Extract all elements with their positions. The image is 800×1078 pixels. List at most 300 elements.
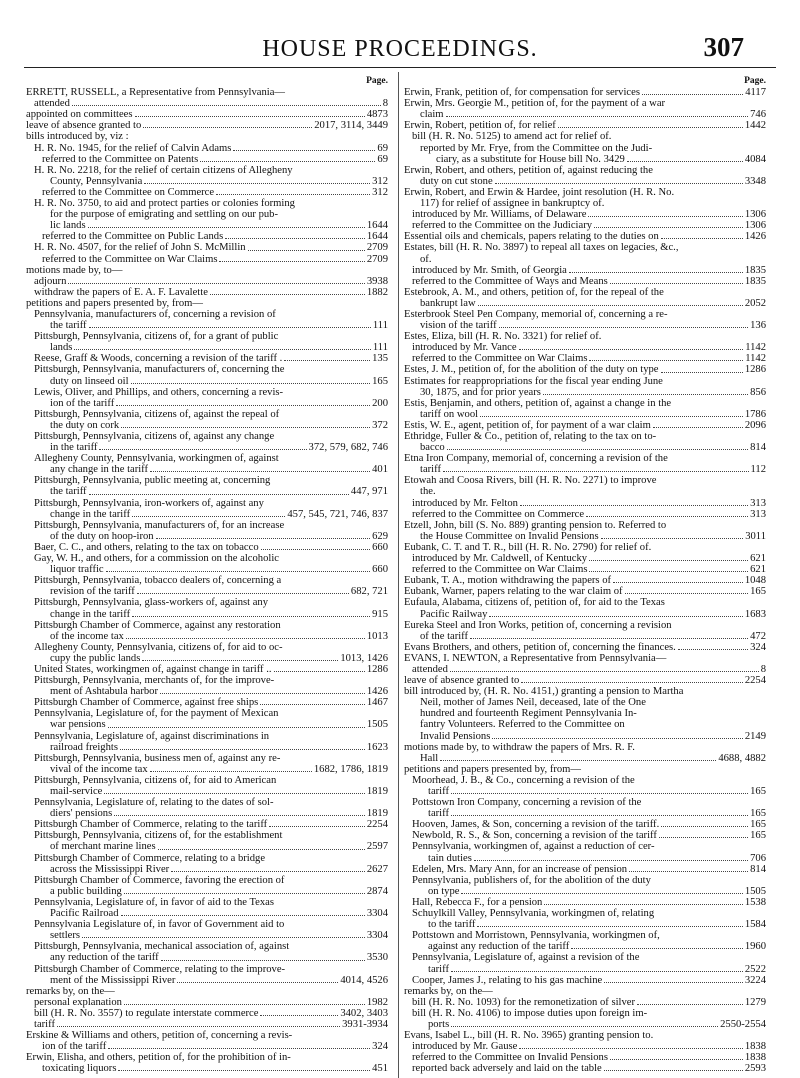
index-entry-line [404, 376, 766, 387]
index-entry-line [404, 109, 766, 120]
entry-text: Pittsburgh, Pennsylvania, merchants of, for the improve- [34, 675, 275, 687]
index-entry-line [26, 498, 388, 509]
index-entry-line [26, 986, 388, 997]
leader-dots [142, 659, 338, 661]
index-entry-line [26, 586, 388, 597]
entry-text: Lewis, Oliver, and Phillips, and others, concerning a revis- [34, 386, 284, 398]
entry-page-ref: 324 [372, 1041, 388, 1053]
entry-text: Pacific Railway [420, 608, 488, 620]
entry-text: the tariff [50, 320, 87, 332]
index-entry-line [404, 143, 766, 154]
leader-dots [443, 470, 749, 472]
leader-dots [156, 537, 371, 539]
entry-text: Pittsburgh, Pennsylvania, business men of, against any re- [34, 752, 281, 764]
index-entry-line [404, 265, 766, 276]
entry-text: Pennsylvania, Legislature of, relating to the dates of sol- [34, 797, 274, 809]
index-entry-line [404, 941, 766, 952]
index-entry-line [26, 231, 388, 242]
entry-text: referred to the Committee of Ways and Means [412, 275, 608, 287]
entry-text: Pittsburgh, Pennsylvania, mechanical association of, against [34, 941, 290, 953]
entry-page-ref: 1013, 1426 [340, 652, 388, 664]
leader-dots [161, 959, 365, 961]
entry-text: attended [34, 98, 70, 110]
entry-text: Pittsburgh, Pennsylvania, citizens of, for aid to American [34, 774, 277, 786]
entry-text: H. R. No. 2218, for the relief of certain citizens of Allegheny [34, 164, 293, 176]
leader-dots [260, 1014, 338, 1016]
index-entry-line [26, 331, 388, 342]
index-entry-line [26, 675, 388, 686]
index-entry-line [404, 1041, 766, 1052]
entry-text: referred to the Committee on Commerce [412, 508, 585, 520]
leader-dots [106, 570, 370, 572]
entry-text: County, Pennsylvania [50, 175, 143, 187]
index-entry-line [404, 997, 766, 1008]
entry-page-ref: 1623 [366, 741, 388, 753]
entry-text: a public building [50, 885, 122, 897]
entry-text: Erwin, Robert, and others, petition of, against reducing the [404, 164, 653, 176]
entry-text: Ethridge, Fuller & Co., petition of, relating to the tax on to- [404, 431, 657, 442]
leader-dots [661, 237, 743, 239]
index-entry-line [26, 808, 388, 819]
entry-page-ref: 2709 [366, 242, 388, 254]
index-entry-line [26, 886, 388, 897]
leader-dots [143, 126, 312, 128]
entry-text: Eufaula, Alabama, citizens of, petition of, for aid to the Texas [404, 597, 665, 609]
entry-page-ref: 746 [750, 109, 766, 121]
index-entry-line [26, 120, 388, 131]
leader-dots [451, 792, 748, 794]
index-entry-line [26, 1019, 388, 1030]
entry-text: reported by Mr. Frye, from the Committee on the Judi- [420, 142, 653, 154]
entry-text: Estimates for reappropriations for the fiscal year ending June [404, 375, 663, 387]
leader-dots [571, 947, 743, 949]
entry-text: Invalid Pensions [420, 730, 491, 742]
index-entry-line [404, 398, 766, 409]
entry-text: Allegheny County, Pennsylvania, workingmen of, against [34, 453, 279, 465]
entry-text: Essential oils and chemicals, papers relating to the duties on [404, 231, 659, 243]
leader-dots [447, 448, 748, 450]
index-entry-line [404, 120, 766, 131]
entry-page-ref: 165 [750, 830, 766, 842]
leader-dots [519, 1047, 742, 1049]
index-entry-line [404, 986, 766, 997]
entry-text: introduced by Mr. Williams, of Delaware [412, 209, 587, 221]
entry-text: referred to the Committee on the Judiciary [412, 220, 593, 232]
index-entry-line [26, 198, 388, 209]
entry-page-ref: 1013 [366, 630, 388, 642]
index-entry-line [26, 775, 388, 786]
entry-page-ref: 1426 [366, 686, 388, 698]
entry-text: Pennsylvania, manufacturers of, concerning a revision of [34, 308, 276, 320]
entry-page-ref: 69 [377, 142, 388, 154]
leader-dots [114, 814, 365, 816]
entry-page-ref: 401 [372, 464, 388, 476]
entry-text: settlers [50, 930, 81, 942]
entry-text: war pensions [50, 719, 106, 731]
index-entry-line [404, 797, 766, 808]
leader-dots [610, 282, 743, 284]
entry-text: referred to the Committee on War Claims [412, 353, 588, 365]
index-entry-line [26, 930, 388, 941]
leader-dots [216, 193, 370, 195]
leader-dots [284, 359, 370, 361]
leader-dots [137, 592, 349, 594]
index-entry-line [404, 620, 766, 631]
entry-text: appointed on committees [26, 109, 133, 121]
leader-dots [446, 115, 749, 117]
entry-page-ref: 2627 [366, 863, 388, 875]
index-entry-line [26, 841, 388, 852]
index-entry-line [26, 797, 388, 808]
entry-text: for the purpose of emigrating and settling on our pub- [50, 209, 279, 221]
index-entry-line [404, 231, 766, 242]
entry-text: remarks by, on the— [26, 985, 115, 997]
entry-page-ref: 814 [750, 863, 766, 875]
index-entry-line [26, 864, 388, 875]
entry-page-ref: 2597 [366, 841, 388, 853]
entry-page-ref: 4117 [745, 87, 766, 99]
entry-text: Hooven, James, & Son, concerning a revision of the tariff. [412, 819, 660, 831]
entry-text: introduced by Mr. Smith, of Georgia [412, 264, 567, 276]
entry-text: duty on linseed oil [50, 375, 129, 387]
index-entry-line [26, 287, 388, 298]
index-entry-line [26, 1052, 388, 1063]
leader-dots [451, 814, 748, 816]
entry-text: Estes, Eliza, bill (H. R. No. 3321) for relief of. [404, 331, 602, 343]
leader-dots [261, 548, 370, 550]
index-entry-line [404, 642, 766, 653]
leader-dots [589, 559, 748, 561]
leader-dots [678, 648, 748, 650]
leader-dots [521, 681, 743, 683]
entry-text: Pottstown and Morristown, Pennsylvania, workingmen of, [412, 930, 660, 942]
index-entry-line [26, 165, 388, 176]
index-entry-line [26, 952, 388, 963]
index-entry-line [26, 853, 388, 864]
index-entry-line [26, 731, 388, 742]
index-entry-line [404, 431, 766, 442]
leader-dots [489, 615, 742, 617]
index-entry-line [26, 642, 388, 653]
index-entry-line [404, 853, 766, 864]
entry-text: remarks by, on the— [404, 985, 493, 997]
entry-text: introduced by Mr. Vance [412, 342, 517, 354]
index-entry-line [404, 442, 766, 453]
entry-text: Pennsylvania, Legislature of, against discriminations in [34, 730, 270, 742]
entry-page-ref: 200 [372, 397, 388, 409]
index-entry-line [404, 87, 766, 98]
index-entry-line [404, 908, 766, 919]
index-entry-line [404, 631, 766, 642]
index-entry-line [26, 697, 388, 708]
index-entry-line [26, 1041, 388, 1052]
entry-page-ref: 1142 [745, 353, 766, 365]
index-entry-line [26, 597, 388, 608]
entry-text: tariff [428, 963, 449, 975]
entry-page-ref: 372 [372, 419, 388, 431]
index-entry-line [26, 786, 388, 797]
entry-text: revision of the tariff [50, 586, 135, 598]
entry-text: vision of the tariff [420, 320, 497, 332]
entry-text: of. [420, 253, 432, 265]
entry-page-ref: 1882 [366, 286, 388, 298]
index-entry-line [26, 509, 388, 520]
leader-dots [653, 426, 743, 428]
entry-text: Pittsburgh Chamber of Commerce, relating to a bridge [34, 852, 266, 864]
left-column [26, 76, 388, 1074]
entry-text: Pennsylvania Legislature of, in favor of Government aid to [34, 919, 285, 931]
index-entry-line [26, 143, 388, 154]
leader-dots [82, 936, 365, 938]
leader-dots [627, 160, 743, 162]
index-entry-line [404, 342, 766, 353]
entry-text: Estis, Benjamin, and others, petition of, against a change in the [404, 397, 672, 409]
entry-text: Gay, W. H., and others, for a commission on the alcoholic [34, 553, 279, 565]
entry-page-ref: 313 [750, 508, 766, 520]
entry-page-ref: 1644 [366, 220, 388, 232]
entry-text: tariff on wool [420, 408, 479, 420]
index-entry-line [26, 1030, 388, 1041]
entry-text: introduced by Mr. Caldwell, of Kentucky [412, 553, 588, 565]
entry-page-ref: 165 [750, 786, 766, 797]
index-entry-line [404, 475, 766, 486]
index-entry-line [404, 309, 766, 320]
leader-dots [108, 1047, 370, 1049]
entry-text: ment of the Mississippi River [50, 974, 176, 986]
entry-text: Allegheny County, Pennsylvania, citizens of, for aid to oc- [34, 641, 283, 653]
entry-text: Pittsburgh, Pennsylvania, iron-workers of, against any [34, 497, 264, 509]
entry-page-ref: 8 [382, 98, 388, 110]
leader-dots [629, 870, 748, 872]
index-entry-line [404, 930, 766, 941]
entry-page-ref: 1306 [744, 209, 766, 221]
leader-dots [248, 249, 365, 251]
index-entry-line [404, 686, 766, 697]
entry-page-ref: 682, 721 [350, 586, 388, 598]
entry-page-ref: 1048 [744, 575, 766, 587]
entry-text: hundred and fourteenth Regiment Pennsylvania In- [420, 708, 637, 720]
leader-dots [150, 770, 312, 772]
leader-dots [451, 970, 743, 972]
entry-page-ref: 1819 [366, 786, 388, 797]
index-entry-line [404, 220, 766, 231]
entry-text: H. R. No. 3750, to aid and protect parties or colonies forming [34, 198, 295, 210]
entry-text: H. R. No. 4507, for the relief of John S. McMillin [34, 242, 246, 254]
entry-text: bill (H. R. No. 1093) for the remonetization of silver [412, 996, 636, 1008]
entry-text: liquor traffic [50, 564, 104, 576]
entry-page-ref: 1286 [744, 364, 766, 376]
entry-text: change in the tariff [50, 508, 131, 520]
entry-page-ref: 660 [372, 541, 388, 553]
index-entry-line [26, 387, 388, 398]
leader-dots [520, 504, 748, 506]
leader-dots [132, 515, 285, 517]
entry-text: Pittsburgh Chamber of Commerce, favoring the erection of [34, 874, 285, 886]
entry-text: Erwin, Frank, petition of, for compensation for services [404, 87, 640, 99]
index-entry-line [404, 609, 766, 620]
entry-text: railroad freights [50, 741, 118, 753]
entry-page-ref: 1279 [744, 996, 766, 1008]
index-entry-line [404, 242, 766, 253]
leader-dots [108, 726, 365, 728]
index-entry-line [404, 498, 766, 509]
entry-text: Pottstown Iron Company, concerning a revision of the [412, 797, 642, 809]
right-column-page-label: Page. [744, 76, 766, 86]
index-entry-line [404, 664, 766, 675]
entry-text: bankrupt law [420, 297, 476, 309]
entry-page-ref: 3224 [744, 974, 766, 986]
entry-page-ref: 112 [750, 464, 766, 476]
index-entry-line [404, 808, 766, 819]
index-entry-line [404, 919, 766, 930]
leader-dots [604, 981, 743, 983]
index-entry-line [26, 964, 388, 975]
index-entry-line [26, 919, 388, 930]
index-entry-line [26, 764, 388, 775]
leader-dots [131, 382, 371, 384]
entry-text: Pittsburgh Chamber of Commerce, against free ships [34, 697, 259, 709]
entry-text: tariff [34, 1018, 55, 1030]
index-entry-line [26, 742, 388, 753]
leader-dots [225, 237, 365, 239]
index-entry-line [26, 442, 388, 453]
page-number: 307 [703, 32, 744, 62]
entry-page-ref: 621 [750, 553, 766, 565]
entry-text: leave of absence granted to [404, 675, 520, 687]
index-entry-line [404, 830, 766, 841]
leader-dots [642, 93, 743, 95]
entry-text: bill introduced by, (H. R. No. 4151,) granting a pension to Martha [404, 686, 684, 698]
entry-page-ref: 2709 [366, 253, 388, 265]
index-entry-line [404, 353, 766, 364]
leader-dots [121, 426, 370, 428]
entry-page-ref: 2550-2554 [720, 1018, 766, 1030]
index-entry-line [26, 453, 388, 464]
leader-dots [470, 637, 748, 639]
entry-text: duty on cut stone [420, 175, 493, 187]
entry-text: bacco [420, 442, 445, 454]
page-header [0, 30, 800, 70]
entry-page-ref: 1584 [744, 919, 766, 931]
entry-page-ref: 111 [372, 320, 388, 332]
index-entry-line [26, 564, 388, 575]
index-entry-line [26, 609, 388, 620]
index-entry-line [404, 964, 766, 975]
entry-text: reported back adversely and laid on the table [412, 1063, 602, 1075]
leader-dots [68, 282, 364, 284]
entry-text: attended [412, 663, 448, 675]
index-entry-line [404, 975, 766, 986]
entry-text: Reese, Graff & Woods, concerning a revision of the tariff . [34, 353, 283, 365]
leader-dots [150, 470, 370, 472]
index-entry-line [404, 331, 766, 342]
entry-text: Pittsburgh, Pennsylvania, manufacturers of, concerning the [34, 364, 285, 376]
entry-text: Hall [420, 752, 439, 764]
entry-text: referred to the Committee on Commerce [42, 186, 215, 198]
entry-page-ref: 1505 [366, 719, 388, 731]
entry-text: on type [428, 885, 460, 897]
index-entry-line [404, 841, 766, 852]
entry-page-ref: 1786 [744, 408, 766, 420]
index-entry-line [26, 320, 388, 331]
leader-dots [132, 615, 370, 617]
entry-text: Pittsburgh, Pennsylvania, manufacturers of, for an increase [34, 519, 285, 531]
entry-page-ref: 3304 [366, 930, 388, 942]
entry-text: ERRETT, RUSSELL, a Representative from Pennsylvania— [26, 87, 286, 99]
entry-text: any reduction of the tariff [50, 952, 159, 964]
leader-dots [586, 515, 748, 517]
entry-text: Eubank, T. A., motion withdrawing the papers of [404, 575, 612, 587]
entry-text: Pittsburgh Chamber of Commerce, against any restoration [34, 619, 281, 631]
leader-dots [158, 848, 365, 850]
leader-dots [543, 393, 748, 395]
entry-text: withdraw the papers of E. A. F. Lavalette [34, 286, 208, 298]
entry-text: Pennsylvania, Legislature of, for the payment of Mexican [34, 708, 279, 720]
index-entry-line [26, 254, 388, 265]
entry-page-ref: 1505 [744, 885, 766, 897]
leader-dots [269, 825, 365, 827]
entry-page-ref: 856 [750, 386, 766, 398]
index-entry-line [404, 753, 766, 764]
index-entry-line [404, 697, 766, 708]
entry-text: bill (H. R. No. 5125) to amend act for relief of. [412, 131, 612, 143]
leader-dots [72, 104, 381, 106]
entry-text: of merchant marine lines [50, 841, 156, 853]
entry-text: 117) for relief of assignee in bankruptcy of. [420, 198, 605, 210]
entry-page-ref: 4084 [744, 153, 766, 165]
entry-text: vival of the income tax [50, 763, 148, 775]
entry-page-ref: 814 [750, 442, 766, 454]
entry-text: Cooper, James J., relating to his gas machine [412, 974, 603, 986]
entry-text: Estes, J. M., petition of, for the abolition of the duty on type [404, 364, 659, 376]
leader-dots [594, 226, 743, 228]
entry-page-ref: 135 [372, 353, 388, 365]
entry-page-ref: 2874 [366, 885, 388, 897]
leader-dots [57, 1025, 340, 1027]
leader-dots [495, 182, 743, 184]
leader-dots [116, 404, 370, 406]
entry-text: change in the tariff [50, 608, 131, 620]
index-entry-line [26, 220, 388, 231]
entry-page-ref: 1683 [744, 608, 766, 620]
index-entry-line [404, 775, 766, 786]
index-entry-line [26, 520, 388, 531]
entry-text: tariff [420, 464, 441, 476]
entry-page-ref: 1682, 1786, 1819 [313, 763, 388, 775]
entry-text: across the Mississippi River [50, 863, 170, 875]
index-entry-line [26, 154, 388, 165]
entry-page-ref: 1644 [366, 231, 388, 243]
entry-page-ref: 1467 [366, 697, 388, 709]
index-entry-line [404, 653, 766, 664]
entry-text: Pittsburgh, Pennsylvania, citizens of, against the repeal of [34, 408, 280, 420]
index-entry-line [26, 409, 388, 420]
index-entry-line [26, 575, 388, 586]
index-entry-line [26, 276, 388, 287]
index-entry-line [26, 531, 388, 542]
leader-dots [88, 226, 365, 228]
leader-dots [74, 348, 371, 350]
entry-text: Evans, Isabel L., bill (H. R. No. 3965) granting pension to. [404, 1030, 654, 1042]
entry-page-ref: 1835 [744, 264, 766, 276]
entry-page-ref: 3530 [366, 952, 388, 964]
entry-text: Etowah and Coosa Rivers, bill (H. R. No. 2271) to improve [404, 475, 657, 487]
index-entry-line [26, 398, 388, 409]
entry-page-ref: 3402, 3403 [340, 1007, 388, 1019]
index-entry-line [404, 464, 766, 475]
entry-page-ref: 1142 [745, 342, 766, 354]
entry-text: Etna Iron Company, memorial of, concerning a revision of the [404, 453, 668, 465]
